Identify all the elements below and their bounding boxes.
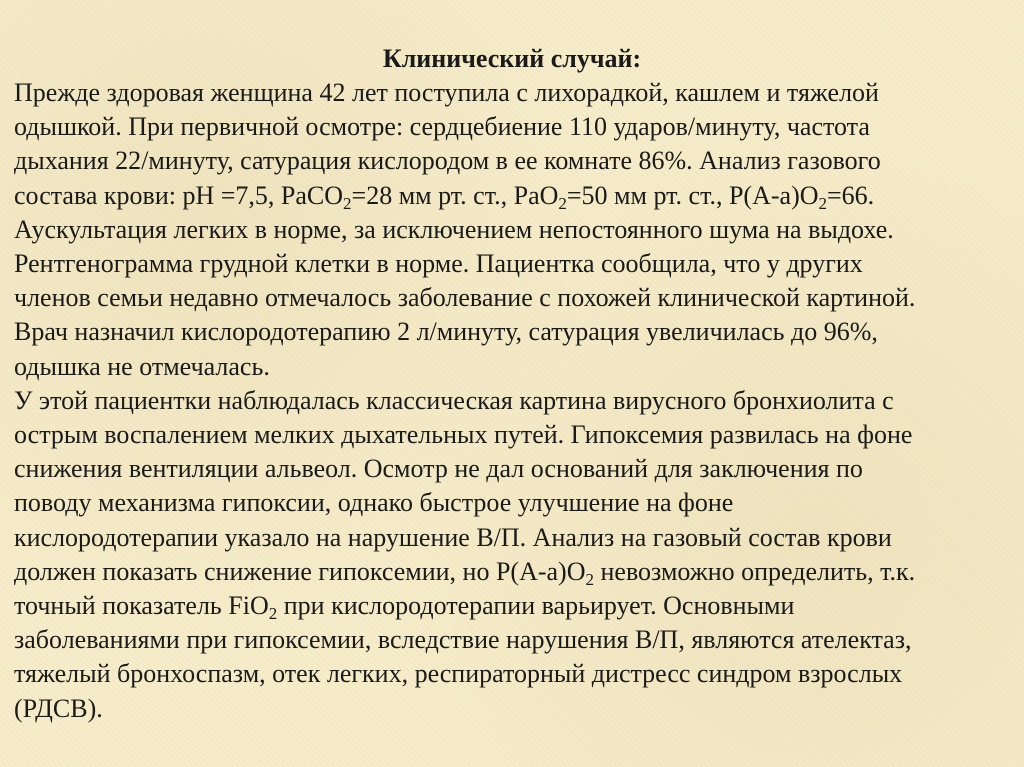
text-line: [14, 555, 1014, 589]
case-discussion: [14, 384, 1014, 726]
text-line: острым воспалением мелких дыхательных путей. Гипоксемия развилась на фоне: [14, 420, 913, 450]
slide-title: Клинический случай:: [382, 44, 642, 73]
text-line: (РДСВ).: [14, 693, 103, 723]
text-line: [14, 179, 1014, 213]
text-line: [14, 589, 1014, 623]
text-segment: состава крови: рН =7,5, PaCO: [14, 180, 344, 210]
text-segment: =28 мм рт. ст., PaO: [351, 180, 559, 210]
subscript: 2: [343, 193, 352, 213]
slide-body: [14, 76, 1014, 726]
text-segment: =66.: [827, 180, 875, 210]
text-segment: точный показатель FiO: [14, 591, 269, 621]
subscript: 2: [818, 193, 827, 213]
text-line: Рентгенограмма грудной клетки в норме. Пациентка сообщила, что у других: [14, 249, 863, 279]
text-line: одышка не отмечалась.: [14, 351, 270, 381]
text-line: Аускультация легких в норме, за исключением непостоянного шума на выдохе.: [14, 214, 894, 244]
text-line: У этой пациентки наблюдалась классическая картина вирусного бронхиолита с: [14, 385, 894, 415]
subscript: 2: [268, 604, 278, 624]
text-segment: невозможно определить, т.к.: [593, 556, 916, 586]
text-line: дыхания 22/минуту, сатурация кислородом в ее комнате 86%. Анализ газового: [14, 146, 881, 176]
text-line: снижения вентиляции альвеол. Осмотр не дал оснований для заключения по: [14, 454, 863, 484]
text-line: Врач назначил кислородотерапию 2 л/минуту, сатурация увеличилась до 96%,: [14, 317, 878, 347]
text-line: кислородотерапии указало на нарушение В/П. Анализ на газовый состав крови: [14, 522, 892, 552]
subscript: 2: [585, 569, 594, 589]
text-line: членов семьи недавно отмечалось заболевание с похожей клинической картиной.: [14, 283, 916, 313]
text-line: одышкой. При первичной осмотре: сердцебиение 110 ударов/минуту, частота: [14, 112, 870, 142]
text-segment: =50 мм рт. ст., Р(А-а)О: [566, 180, 819, 210]
text-line: тяжелый бронхоспазм, отек легких, респираторный дистресс синдром взрослых: [14, 659, 903, 689]
text-line: поводу механизма гипоксии, однако быстрое улучшение на фоне: [14, 488, 734, 518]
text-line: заболеваниями при гипоксемии, вследствие нарушения В/П, являются ателектаз,: [14, 625, 912, 655]
text-segment: должен показать снижение гипоксемии, но Р(А-а)О: [14, 556, 586, 586]
text-segment: при кислородотерапии варьирует. Основными: [277, 591, 795, 621]
subscript: 2: [558, 193, 567, 213]
case-description: [14, 76, 1014, 384]
text-line: Прежде здоровая женщина 42 лет поступила с лихорадкой, кашлем и тяжелой: [14, 78, 879, 107]
